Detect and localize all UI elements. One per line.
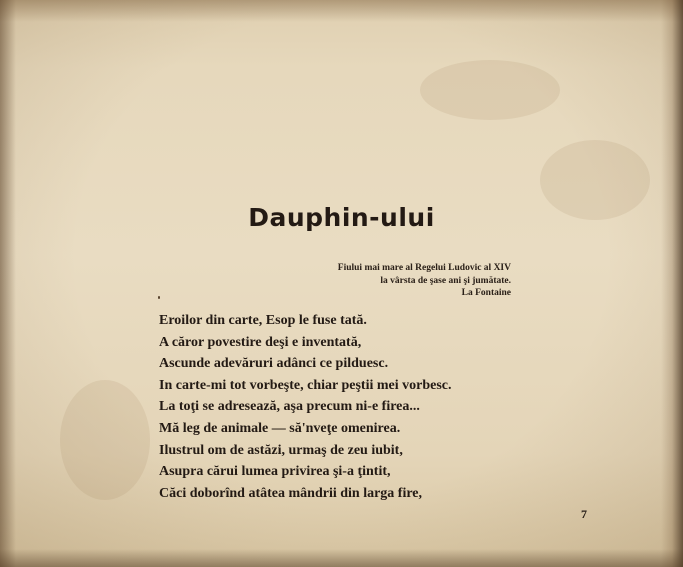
- poem-line: Ilustrul om de astăzi, urmaş de zeu iubit,: [159, 442, 403, 458]
- dedication-author: La Fontaine: [461, 288, 511, 298]
- dedication-line: la vârsta de şase ani şi jumătate.: [380, 275, 511, 286]
- ink-mark: [158, 296, 160, 299]
- poem-line: La toţi se adresează, aşa precum ni-e firea...: [159, 399, 420, 415]
- poem-line: Ascunde adevăruri adânci ce pilduesc.: [159, 356, 389, 372]
- page-number: 7: [581, 507, 587, 521]
- dedication: [338, 262, 511, 300]
- poem-line: In carte-mi tot vorbeşte, chiar peştii mei vorbesc.: [159, 377, 452, 393]
- page-bottom-shadow: [0, 549, 683, 567]
- poem-line: Asupra cărui lumea privirea şi-a ţintit,: [159, 464, 391, 480]
- poem-line: A căror povestire deşi e inventată,: [159, 334, 362, 350]
- dedication-line: Fiului mai mare al Regelui Ludovic al XIV: [337, 263, 511, 273]
- poem-line: Căci doborînd atâtea mândrii din larga fire,: [159, 485, 423, 501]
- page-top-shadow: [0, 0, 683, 22]
- poem-line: Mă leg de animale — să'nveţe omenirea.: [159, 420, 401, 436]
- page-left-shadow: [0, 0, 16, 567]
- paper-stain: [420, 60, 560, 120]
- poem-text: [159, 310, 452, 504]
- paper-stain: [60, 380, 150, 500]
- page-right-shadow: [661, 0, 683, 567]
- page-title: Dauphin-ului: [248, 203, 435, 232]
- poem-line: Eroilor din carte, Esop le fuse tată.: [159, 313, 367, 328]
